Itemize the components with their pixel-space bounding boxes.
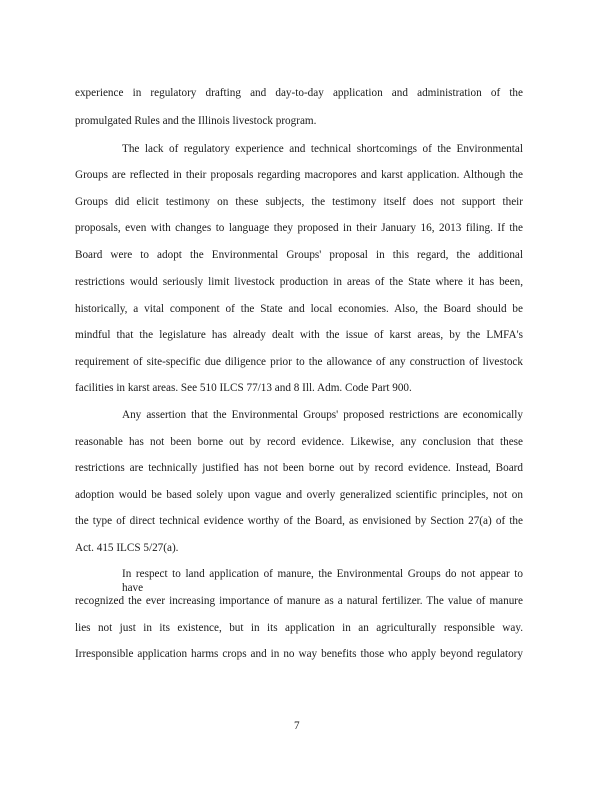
text-line: experience in regulatory drafting and day-to-day application and administration of the	[75, 87, 523, 99]
text-line: restrictions are technically justified has not been borne out by record evidence. Instead, Board	[75, 462, 523, 474]
text-line: the type of direct technical evidence worthy of the Board, as envisioned by Section 27(a) of the	[75, 515, 523, 527]
text-line: facilities in karst areas. See 510 ILCS 77/13 and 8 Ill. Adm. Code Part 900.	[75, 382, 412, 394]
text-line: lies not just in its existence, but in its application in an agriculturally responsible way.	[75, 622, 523, 634]
text-line: promulgated Rules and the Illinois livestock program.	[75, 115, 317, 127]
page-number: 7	[294, 720, 300, 732]
text-line: Board were to adopt the Environmental Groups' proposal in this regard, the additional	[75, 249, 523, 261]
text-line: proposals, even with changes to language they proposed in their January 16, 2013 filing. If the	[75, 222, 523, 234]
text-line: restrictions would seriously limit livestock production in areas of the State where it has been,	[75, 276, 523, 288]
paragraph-start-line: Any assertion that the Environmental Groups' proposed restrictions are economically	[122, 409, 523, 421]
paragraph-start-line: The lack of regulatory experience and technical shortcomings of the Environmental	[122, 143, 523, 155]
text-line: reasonable has not been borne out by record evidence. Likewise, any conclusion that these	[75, 436, 523, 448]
paragraph-start-line: In respect to land application of manure, the Environmental Groups do not appear to have	[122, 568, 523, 594]
text-line: Groups are reflected in their proposals regarding macropores and karst application. Although the	[75, 169, 523, 181]
text-line: Groups did elicit testimony on these subjects, the testimony itself does not support their	[75, 196, 523, 208]
text-line: historically, a vital component of the State and local economies. Also, the Board should be	[75, 303, 523, 315]
text-line: recognized the ever increasing importance of manure as a natural fertilizer. The value of manure	[75, 595, 523, 607]
text-line: Irresponsible application harms crops and in no way benefits those who apply beyond regulatory	[75, 648, 523, 660]
text-line: adoption would be based solely upon vague and overly generalized scientific principles, not on	[75, 489, 523, 501]
text-line: mindful that the legislature has already dealt with the issue of karst areas, by the LMFA's	[75, 329, 523, 341]
text-line: Act. 415 ILCS 5/27(a).	[75, 542, 179, 554]
text-line: requirement of site-specific due diligence prior to the allowance of any construction of livestock	[75, 356, 523, 368]
